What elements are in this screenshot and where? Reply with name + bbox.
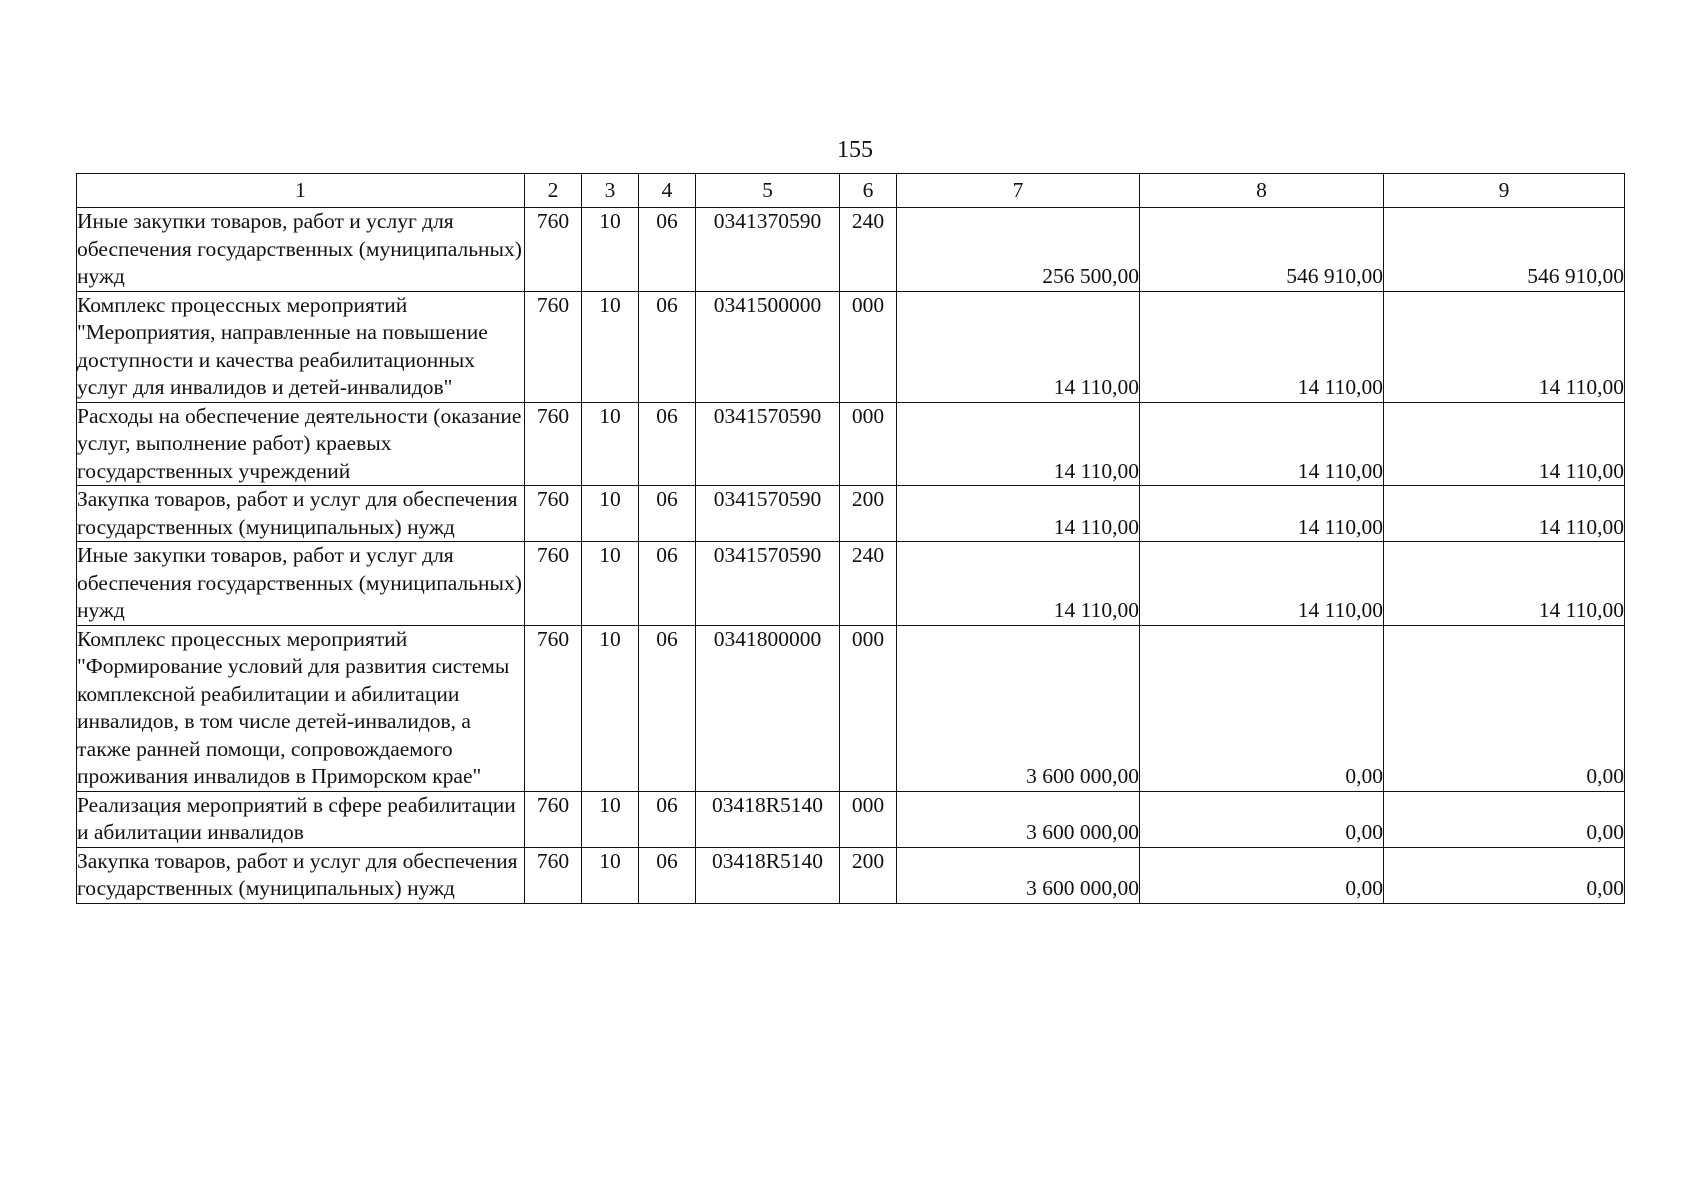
amount-cell: 0,00 bbox=[1140, 625, 1384, 791]
code-cell: 200 bbox=[840, 486, 897, 542]
code-cell: 760 bbox=[525, 208, 582, 292]
code-cell: 0341570590 bbox=[696, 486, 840, 542]
column-header: 9 bbox=[1384, 174, 1625, 208]
table-row bbox=[77, 486, 1625, 542]
code-cell: 760 bbox=[525, 791, 582, 847]
table-row bbox=[77, 625, 1625, 791]
amount-cell: 14 110,00 bbox=[897, 542, 1140, 626]
table-row bbox=[77, 847, 1625, 903]
code-cell: 06 bbox=[639, 625, 696, 791]
amount-cell: 14 110,00 bbox=[897, 486, 1140, 542]
code-cell: 000 bbox=[840, 791, 897, 847]
code-cell: 10 bbox=[582, 625, 639, 791]
code-cell: 0341570590 bbox=[696, 402, 840, 486]
code-cell: 0341500000 bbox=[696, 291, 840, 402]
amount-cell: 3 600 000,00 bbox=[897, 625, 1140, 791]
code-cell: 06 bbox=[639, 402, 696, 486]
table-row bbox=[77, 402, 1625, 486]
code-cell: 10 bbox=[582, 402, 639, 486]
code-cell: 760 bbox=[525, 402, 582, 486]
item-name-cell: Реализация мероприятий в сфере реабилитации и абилитации инвалидов bbox=[77, 791, 525, 847]
code-cell: 10 bbox=[582, 291, 639, 402]
amount-cell: 546 910,00 bbox=[1384, 208, 1625, 292]
code-cell: 06 bbox=[639, 847, 696, 903]
amount-cell: 14 110,00 bbox=[1384, 542, 1625, 626]
code-cell: 03418R5140 bbox=[696, 847, 840, 903]
amount-cell: 3 600 000,00 bbox=[897, 791, 1140, 847]
code-cell: 06 bbox=[639, 291, 696, 402]
table-header-row bbox=[77, 174, 1625, 208]
code-cell: 03418R5140 bbox=[696, 791, 840, 847]
item-name-cell: Закупка товаров, работ и услуг для обеспечения государственных (муниципальных) нужд bbox=[77, 486, 525, 542]
code-cell: 760 bbox=[525, 625, 582, 791]
code-cell: 760 bbox=[525, 542, 582, 626]
amount-cell: 14 110,00 bbox=[1384, 291, 1625, 402]
amount-cell: 0,00 bbox=[1384, 791, 1625, 847]
amount-cell: 14 110,00 bbox=[1140, 486, 1384, 542]
amount-cell: 14 110,00 bbox=[897, 402, 1140, 486]
item-name-cell: Расходы на обеспечение деятельности (оказание услуг, выполнение работ) краевых государственных учреждений bbox=[77, 402, 525, 486]
amount-cell: 14 110,00 bbox=[1140, 291, 1384, 402]
code-cell: 240 bbox=[840, 542, 897, 626]
code-cell: 000 bbox=[840, 625, 897, 791]
code-cell: 06 bbox=[639, 208, 696, 292]
item-name-cell: Комплекс процессных мероприятий "Мероприятия, направленные на повышение доступности и качества реабилитационных услуг для инвалидов и детей-инвалидов" bbox=[77, 291, 525, 402]
code-cell: 000 bbox=[840, 402, 897, 486]
amount-cell: 14 110,00 bbox=[897, 291, 1140, 402]
page-number bbox=[0, 138, 1698, 162]
code-cell: 0341570590 bbox=[696, 542, 840, 626]
code-cell: 200 bbox=[840, 847, 897, 903]
code-cell: 0341370590 bbox=[696, 208, 840, 292]
code-cell: 06 bbox=[639, 791, 696, 847]
table-row bbox=[77, 208, 1625, 292]
column-header: 8 bbox=[1140, 174, 1384, 208]
amount-cell: 3 600 000,00 bbox=[897, 847, 1140, 903]
item-name-cell: Закупка товаров, работ и услуг для обеспечения государственных (муниципальных) нужд bbox=[77, 847, 525, 903]
code-cell: 06 bbox=[639, 486, 696, 542]
code-cell: 10 bbox=[582, 791, 639, 847]
amount-cell: 14 110,00 bbox=[1140, 542, 1384, 626]
item-name-cell: Комплекс процессных мероприятий "Формирование условий для развития системы комплексной реабилитации и абилитации инвалидов, в том числе детей-инвалидов, а также ранней помощи, сопровождаемого проживания инвалидов в Приморском крае" bbox=[77, 625, 525, 791]
code-cell: 760 bbox=[525, 486, 582, 542]
amount-cell: 14 110,00 bbox=[1140, 402, 1384, 486]
column-header: 3 bbox=[582, 174, 639, 208]
code-cell: 760 bbox=[525, 291, 582, 402]
column-header: 4 bbox=[639, 174, 696, 208]
code-cell: 760 bbox=[525, 847, 582, 903]
code-cell: 10 bbox=[582, 542, 639, 626]
code-cell: 240 bbox=[840, 208, 897, 292]
code-cell: 000 bbox=[840, 291, 897, 402]
item-name-cell: Иные закупки товаров, работ и услуг для обеспечения государственных (муниципальных) нужд bbox=[77, 542, 525, 626]
table-row bbox=[77, 291, 1625, 402]
item-name-cell: Иные закупки товаров, работ и услуг для обеспечения государственных (муниципальных) нужд bbox=[77, 208, 525, 292]
amount-cell: 256 500,00 bbox=[897, 208, 1140, 292]
code-cell: 10 bbox=[582, 208, 639, 292]
column-header: 7 bbox=[897, 174, 1140, 208]
budget-table bbox=[76, 173, 1625, 904]
column-header: 5 bbox=[696, 174, 840, 208]
amount-cell: 14 110,00 bbox=[1384, 486, 1625, 542]
code-cell: 06 bbox=[639, 542, 696, 626]
amount-cell: 0,00 bbox=[1140, 847, 1384, 903]
column-header: 1 bbox=[77, 174, 525, 208]
column-header: 2 bbox=[525, 174, 582, 208]
amount-cell: 14 110,00 bbox=[1384, 402, 1625, 486]
code-cell: 10 bbox=[582, 486, 639, 542]
code-cell: 10 bbox=[582, 847, 639, 903]
code-cell: 0341800000 bbox=[696, 625, 840, 791]
table-row bbox=[77, 542, 1625, 626]
page-number-text: 155 bbox=[837, 137, 873, 163]
amount-cell: 0,00 bbox=[1384, 625, 1625, 791]
amount-cell: 0,00 bbox=[1384, 847, 1625, 903]
column-header: 6 bbox=[840, 174, 897, 208]
table-row bbox=[77, 791, 1625, 847]
amount-cell: 0,00 bbox=[1140, 791, 1384, 847]
amount-cell: 546 910,00 bbox=[1140, 208, 1384, 292]
